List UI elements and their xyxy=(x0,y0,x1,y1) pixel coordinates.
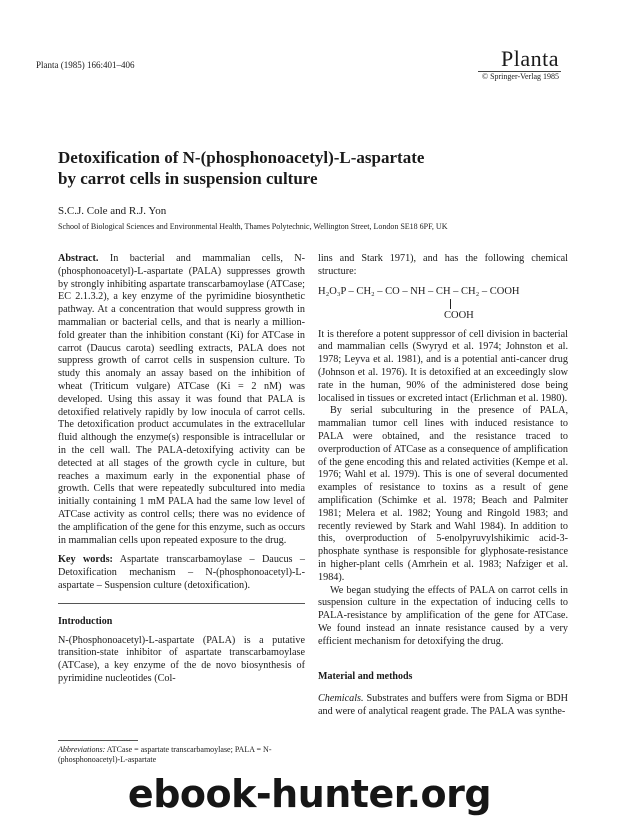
right-paragraph-3: We began studying the effects of PALA on carrot cells in suspension culture in the expectation of inducing cells to PALA-resistance by amplification of the gene for ATCase. We found instead an innate resistance caused by a very efficient mechanism for detoxifying the drug. xyxy=(318,584,568,647)
chem-formula-main: H₂O₃P – CH₂ – CO – NH – CH – CH₂ – COOH xyxy=(318,285,520,297)
intro-paragraph: N-(Phosphonoacetyl)-L-aspartate (PALA) is a putative transition-state inhibitor of aspartate transcarbamoylase (ATCase), a key enzyme of the de novo biosynthesis of pyrimidine nucleotides (Col- xyxy=(58,634,305,684)
methods-text: Substrates and buffers were from Sigma or BDH and were of analytical reagent grade. The PALA was synthe- xyxy=(318,693,568,718)
right-paragraph-2: By serial subculturing in the presence of PALA, mammalian tumor cell lines with induced resistance to PALA were obtained, and the resistance traced to overproduction of ATCase as a consequence of amplification of the gene encoding this and related activities (Kempe et al. 1976; Wahl et al. 1979). This is one of several documented examples of resistance to toxins as a result of gene amplification (Schimke et al. 1978; Beach and Palmiter 1981; Melera et al. 1982; Young and Ringold 1983; and recently reviewed by Stark and Wahl 1984). In addition to this, overproduction of 5-enolpyruvylshikimic acid-3-phosphate synthase is responsible for glyphosate-resistance in higher-plant cells (Amrhein et al. 1983; Nafziger et al. 1984). xyxy=(318,405,568,583)
footnote xyxy=(58,740,305,765)
article-title xyxy=(58,147,558,189)
abstract-label: Abstract. xyxy=(58,253,99,264)
footnote-label: Abbreviations: xyxy=(58,745,106,754)
keywords-text: Aspartate transcarbamoylase – Daucus – Detoxification mechanism – N-(phosphonoacetyl)-L-aspartate – Suspension culture (detoxification). xyxy=(58,554,305,591)
footnote-rule xyxy=(58,740,138,741)
chem-formula-branch: COOH xyxy=(444,309,474,321)
right-paragraph-1: It is therefore a potent suppressor of cell division in bacterial and mammalian cells (Swyryd et al. 1974; Johnston et al. 1978; Leyva et al. 1981), and is a potential anti-cancer drug (Johnson et al. 1976). It is detoxified at an exceedingly slow rate in the human, 90% of the administered dose being localised in tissues or excreted intact (Erlichman et al. 1980). xyxy=(318,328,568,404)
logo-name: Planta xyxy=(501,46,559,71)
title-line-2: by carrot cells in suspension culture xyxy=(58,169,318,188)
chem-bond xyxy=(450,299,451,309)
footnote-text: ATCase = aspartate transcarbamoylase; PALA = N-(phosphonoacetyl)-L-aspartate xyxy=(58,745,272,764)
authors: S.C.J. Cole and R.J. Yon xyxy=(58,205,167,217)
abstract-text: In bacterial and mammalian cells, N-(phosphonoacetyl)-L-aspartate (PALA) suppresses growth by strongly inhibiting aspartate transcarbamoylase (ATCase; EC 2.1.3.2), a key enzyme of the pyrimidine biosynthetic pathway. At a concentration that would suppress growth in mammalian or bacterial cells, and that is nearly a million-fold greater than the inhibition constant (Ki) for ATCase in carrot (Daucus carota) seedling extracts, PALA does not suppress growth of carrot cells in suspension culture. To study this anomaly an assay based on the inhibition of wheat (Triticum vulgare) ATCase (Ki = 2 nM) was developed. Using this assay it was found that PALA is detoxified relatively rapidly by low inocula of carrot cells. The detoxification product accumulates in the extracellular fluid although the enzyme(s) responsible is intracellular or in the cell wall. The PALA-detoxifying activity can be detected at all stages of the growth cycle in culture, but reaches a maximum early in the exponential phase of growth. Cells that were repeatedly subcultured into media initially containing 1 mM PALA had the same low level of ATCase activity as control cells; there was no evidence of the amplification of the gene for this enzyme, such as occurs in mammalian cells upon repeated exposure to the drug. xyxy=(58,253,305,546)
left-column xyxy=(58,253,305,686)
logo-publisher: © Springer-Verlag 1985 xyxy=(481,72,559,81)
title-line-1: Detoxification of N-(phosphonoacetyl)-L-aspartate xyxy=(58,148,425,167)
methods-label: Chemicals. xyxy=(318,693,364,705)
affiliation: School of Biological Sciences and Environmental Health, Thames Polytechnic, Wellington Street, London SE18 6PF, UK xyxy=(58,222,448,231)
journal-reference: Planta (1985) 166:401–406 xyxy=(36,60,135,70)
right-intro: lins and Stark 1971), and has the following chemical structure: xyxy=(318,253,568,277)
methods-paragraph xyxy=(318,693,568,719)
logo-rule xyxy=(478,71,561,72)
section-divider xyxy=(58,603,305,604)
right-column xyxy=(318,253,568,719)
journal-logo xyxy=(482,48,559,81)
chemical-structure xyxy=(318,285,568,323)
keywords xyxy=(58,554,305,592)
intro-heading: Introduction xyxy=(58,615,113,627)
abstract xyxy=(58,253,305,547)
methods-heading: Material and methods xyxy=(318,670,413,682)
keywords-label: Key words: xyxy=(58,554,113,566)
watermark: ebook-hunter.org xyxy=(127,772,492,816)
